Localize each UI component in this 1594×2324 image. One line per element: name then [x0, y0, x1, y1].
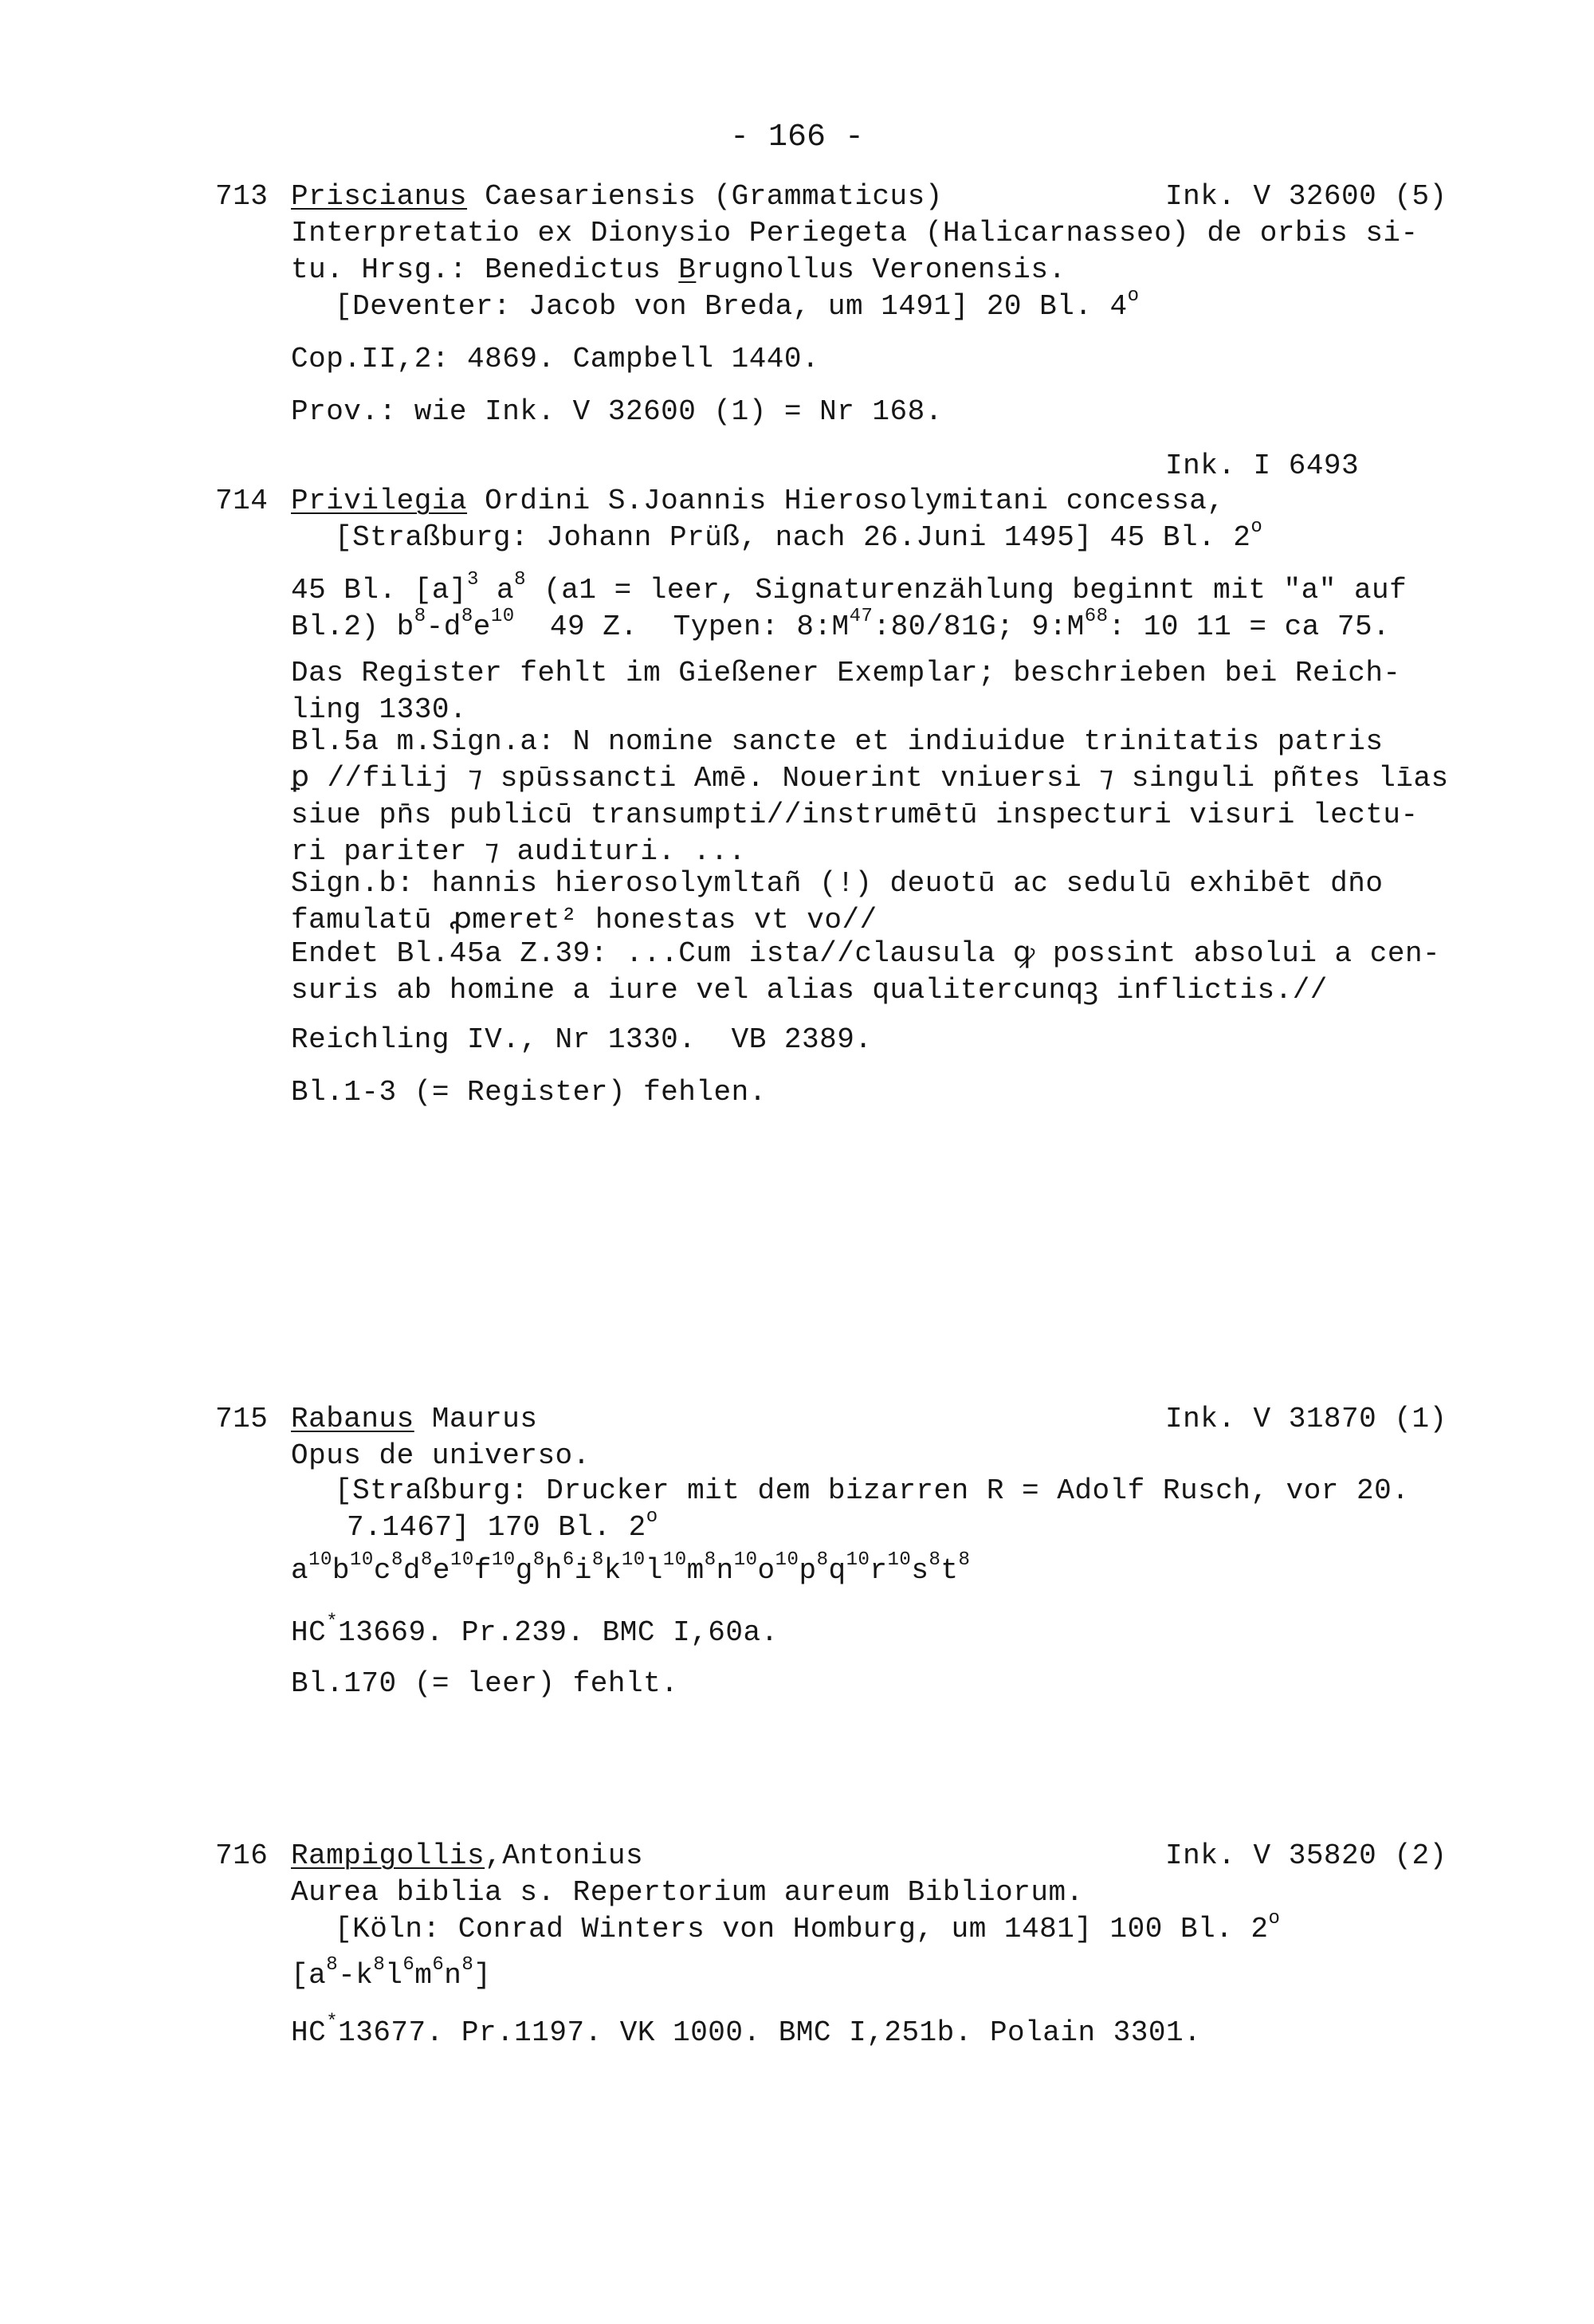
title-rest: Ordini S.Joannis Hierosolymitani concessa,	[467, 485, 1225, 517]
imprint-line	[335, 516, 1263, 556]
entry-number: 715	[215, 1403, 269, 1435]
quire-count: 8	[929, 1549, 941, 1572]
references-line	[291, 1611, 779, 1651]
bracket-close: ]	[473, 1959, 492, 1992]
collation-text: (a1 = leer, Signaturenzählung beginnt mit "a" auf	[526, 574, 1408, 607]
imprint-line: [Straßburg: Drucker mit dem bizarren R = Adolf Rusch, vor 20.	[335, 1474, 1410, 1507]
quire-count: 8	[704, 1549, 717, 1572]
sign-line: Sign.b: hannis hierosolymltañ (!) deuotū ac sedulū exhibēt dn̄o	[291, 867, 1384, 900]
collation-sup: 8	[514, 569, 527, 591]
asterisk-sup: *	[326, 2012, 339, 2034]
collation-sup: 3	[467, 569, 479, 591]
quire-letter: i	[574, 1554, 592, 1587]
quire-count: 10	[450, 1549, 474, 1572]
quire-letter: b	[332, 1554, 351, 1587]
explicit-line: Endet Bl.45a Z.39: ...Cum ista//clausula ꝙ possint absolui a cen-	[291, 937, 1441, 970]
quire-letter: o	[757, 1554, 775, 1587]
quire-count: 8	[532, 1549, 545, 1572]
asterisk-sup: *	[326, 1611, 339, 1634]
quire-count: 6	[562, 1549, 575, 1572]
quire-letter: l	[645, 1554, 663, 1587]
entry-heading	[291, 483, 1225, 520]
collation-text: 49 Z. Typen: 8:M	[514, 610, 850, 643]
quire-letter: l	[385, 1959, 403, 1992]
editor-text-rest: rugnollus Veronensis.	[696, 253, 1066, 286]
title-line: Opus de universo.	[291, 1439, 591, 1472]
imprint-line	[335, 285, 1140, 325]
provenance-line: Prov.: wie Ink. V 32600 (1) = Nr 168.	[291, 395, 943, 428]
imprint-text: [Straßburg: Johann Prüß, nach 26.Juni 1495] 45 Bl. 2	[335, 521, 1251, 554]
quire-count: 10	[733, 1549, 758, 1572]
quire-count: 8	[391, 1549, 403, 1572]
collation-formula	[291, 1954, 492, 1994]
collation-sup: 68	[1084, 606, 1109, 628]
quire-count: 10	[308, 1549, 332, 1572]
quire-count: 10	[621, 1549, 646, 1572]
explicit-line: suris ab homine a iure vel alias qualitercunqꝫ inflictis.//	[291, 974, 1328, 1007]
author-name: Rampigollis	[291, 1839, 485, 1872]
quire-letter: a	[291, 1554, 309, 1587]
collation-text: a	[478, 574, 515, 607]
collation-line-2	[291, 606, 1391, 646]
quire-letter: e	[432, 1554, 450, 1587]
entry-number: 716	[215, 1839, 269, 1872]
range-dash: -	[338, 1959, 356, 1992]
quire-letter: a	[308, 1959, 327, 1992]
quire-count: 10	[775, 1549, 799, 1572]
references-line	[291, 2012, 1202, 2051]
quire-letter: g	[515, 1554, 533, 1587]
author-rest: Maurus	[414, 1403, 538, 1435]
quire-letter: c	[373, 1554, 391, 1587]
quire-count: 10	[846, 1549, 870, 1572]
entry-number: 714	[215, 485, 269, 517]
quire-letter: k	[355, 1959, 374, 1992]
collation-text: 45 Bl. [a]	[291, 574, 468, 607]
sign-line: famulatū ꝓmeret² honestas vt vo//	[291, 904, 877, 936]
title-line: Aurea biblia s. Repertorium aureum Bibliorum.	[291, 1876, 1084, 1909]
imprint-line	[335, 1908, 1281, 1948]
sign-line: Bl.5a m.Sign.a: N nomine sancte et indiuidue trinitatis patris	[291, 725, 1384, 758]
sign-line: ꝑ //filij ⁊ spūssancti Amē. Nouerint vniuersi ⁊ singuli pñtes līas	[291, 762, 1449, 795]
editor-text: tu. Hrsg.: Benedictus	[291, 253, 679, 286]
note-line: ling 1330.	[291, 693, 468, 726]
sign-line: ri pariter ⁊ audituri. ...	[291, 835, 746, 868]
hc-text: 13669. Pr.239. BMC I,60a.	[338, 1616, 779, 1649]
quire-letter: n	[716, 1554, 734, 1587]
entry-heading	[291, 1838, 643, 1875]
collation-sup: 8	[414, 606, 426, 628]
quire-count: 10	[350, 1549, 374, 1572]
collation-text: Bl.2) b	[291, 610, 414, 643]
references-line: Reichling IV., Nr 1330. VB 2389.	[291, 1023, 873, 1056]
collation-text: -d	[426, 610, 461, 643]
quire-letter: t	[940, 1554, 959, 1587]
collation-formula	[291, 1549, 971, 1589]
hc-text: 13677. Pr.1197. VK 1000. BMC I,251b. Polain 3301.	[338, 2016, 1202, 2049]
imprint-line-2	[347, 1506, 658, 1546]
quire-count: 10	[491, 1549, 516, 1572]
collation-text: e	[473, 610, 491, 643]
quire-letter: q	[828, 1554, 846, 1587]
quire-letter: m	[686, 1554, 705, 1587]
shelfmark: Ink. V 35820 (2)	[1165, 1839, 1447, 1872]
quire-letter: h	[544, 1554, 563, 1587]
title-word: Privilegia	[291, 485, 468, 517]
references-line: Cop.II,2: 4869. Campbell 1440.	[291, 343, 820, 375]
quire-count: 8	[461, 1954, 474, 1977]
collation-sup: 8	[461, 606, 473, 628]
quire-letter: n	[444, 1959, 462, 1992]
copy-note-line: Bl.170 (= leer) fehlt.	[291, 1667, 679, 1700]
quire-count: 10	[887, 1549, 912, 1572]
format-sup: o	[646, 1506, 658, 1529]
quire-count: 8	[373, 1954, 386, 1977]
quire-letter: p	[799, 1554, 817, 1587]
imprint-text: [Köln: Conrad Winters von Homburg, um 1481] 100 Bl. 2	[335, 1913, 1269, 1945]
copy-note-line: Bl.1-3 (= Register) fehlen.	[291, 1076, 767, 1109]
entry-heading	[291, 1401, 537, 1438]
quire-count: 6	[432, 1954, 445, 1977]
sign-line: siue pn̄s publicū transumpti//instrumētū inspecturi visuri lectu-	[291, 799, 1419, 831]
quire-letter: f	[473, 1554, 492, 1587]
title-line: Interpretatio ex Dionysio Periegeta (Halicarnasseo) de orbis si-	[291, 217, 1419, 249]
quire-count: 8	[958, 1549, 971, 1572]
shelfmark: Ink. V 32600 (5)	[1165, 180, 1447, 213]
note-line: Das Register fehlt im Gießener Exemplar; beschrieben bei Reich-	[291, 657, 1401, 689]
quire-letter: m	[414, 1959, 433, 1992]
collation-line	[291, 569, 1408, 609]
collation-text: :80/81G; 9:M	[873, 610, 1085, 643]
collation-sup: 10	[490, 606, 515, 628]
entry-number: 713	[215, 180, 269, 213]
collation-text: : 10 11 = ca 75.	[1108, 610, 1391, 643]
editor-initial: B	[678, 253, 697, 286]
imprint-text: [Deventer: Jacob von Breda, um 1491] 20 Bl. 4	[335, 290, 1128, 323]
quire-count: 10	[662, 1549, 687, 1572]
page-number: - 166 -	[729, 120, 865, 155]
collation-sup: 47	[849, 606, 874, 628]
quire-count: 6	[402, 1954, 415, 1977]
author-rest: Caesariensis (Grammaticus)	[467, 180, 943, 213]
format-sup: o	[1268, 1908, 1281, 1930]
hc-label: HC	[291, 2016, 327, 2049]
entry-heading	[291, 179, 943, 215]
format-sup: o	[1127, 285, 1140, 308]
quire-letter: k	[603, 1554, 622, 1587]
quire-count: 8	[326, 1954, 339, 1977]
hc-label: HC	[291, 1616, 327, 1649]
quire-letter: d	[402, 1554, 421, 1587]
imprint-text: 7.1467] 170 Bl. 2	[347, 1511, 646, 1544]
quire-count: 8	[420, 1549, 433, 1572]
quire-letter: s	[911, 1554, 929, 1587]
quire-count: 8	[816, 1549, 829, 1572]
shelfmark: Ink. I 6493	[1165, 449, 1360, 482]
author-name: Rabanus	[291, 1403, 414, 1435]
shelfmark: Ink. V 31870 (1)	[1165, 1403, 1447, 1435]
quire-letter: r	[870, 1554, 888, 1587]
bracket-open: [	[291, 1959, 309, 1992]
quire-count: 8	[591, 1549, 604, 1572]
format-sup: o	[1250, 516, 1263, 539]
author-name: Priscianus	[291, 180, 468, 213]
author-rest: ,Antonius	[485, 1839, 644, 1872]
editor-line	[291, 252, 1066, 289]
